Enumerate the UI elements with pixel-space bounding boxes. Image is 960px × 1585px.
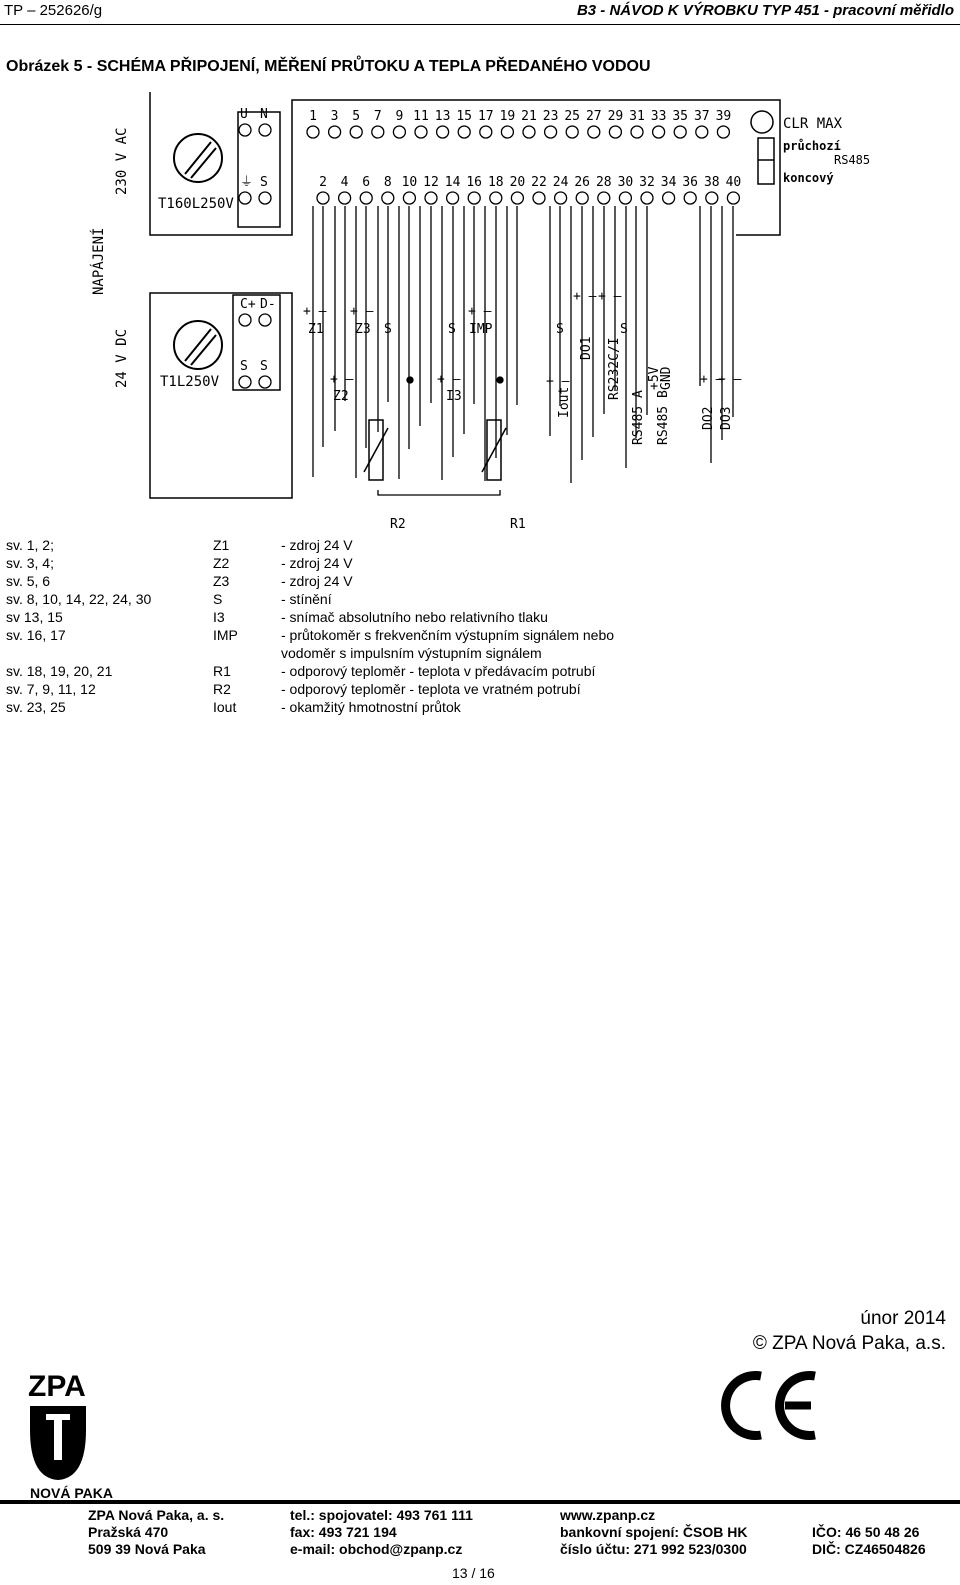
switch-through-label: průchozí xyxy=(783,139,841,153)
polarity-label: + – xyxy=(303,304,327,319)
power-terminal-screw xyxy=(239,192,251,204)
odd-terminal-row xyxy=(307,109,731,138)
power-terminal-label: N xyxy=(260,107,268,122)
terminal-screw xyxy=(706,192,718,204)
terminal-number: 16 xyxy=(466,175,483,190)
power-terminal-label: S xyxy=(240,359,248,374)
terminal-screw xyxy=(393,126,405,138)
terminal-screw xyxy=(696,126,708,138)
terminal-screw xyxy=(382,192,394,204)
terminal-number: 12 xyxy=(423,175,439,190)
fax: fax: 493 721 194 xyxy=(290,1524,397,1540)
rs485-switch-label: RS485 xyxy=(834,153,871,167)
signal-label-z3: Z3 xyxy=(355,322,371,337)
switch-end-label: koncový xyxy=(783,171,834,185)
polarity-label: + – xyxy=(573,289,597,304)
terminal-screw xyxy=(415,126,427,138)
terminal-screw xyxy=(501,126,513,138)
power-terminal-label: U xyxy=(240,107,248,122)
terminal-screw xyxy=(609,126,621,138)
terminal-screw xyxy=(468,192,480,204)
signal-label-imp: IMP xyxy=(469,322,493,337)
logo-text: NOVÁ PAKA xyxy=(30,1485,113,1501)
power-terminal-screw xyxy=(259,124,271,136)
website-link[interactable]: www.zpanp.cz xyxy=(560,1507,656,1523)
legend-pins: sv. 5, 6 xyxy=(6,573,51,589)
email-link[interactable]: e-mail: obchod@zpanp.cz xyxy=(290,1541,463,1557)
fuse-ac-label: T160L250V xyxy=(158,196,234,212)
terminal-screw xyxy=(588,126,600,138)
terminal-number: 14 xyxy=(444,175,461,190)
bank-account: číslo účtu: 271 992 523/0300 xyxy=(560,1541,747,1557)
terminal-screw xyxy=(437,126,449,138)
legend-row xyxy=(6,627,706,645)
signal-label-i3: I3 xyxy=(446,389,462,404)
signal-label-rs485a: RS485 A xyxy=(631,390,646,445)
terminal-number: 36 xyxy=(682,175,699,190)
footer-bank xyxy=(560,1507,747,1558)
terminal-number: 22 xyxy=(531,175,547,190)
legend-description: - okamžitý hmotnostní průtok xyxy=(281,699,461,715)
terminal-number: 31 xyxy=(629,109,645,124)
terminal-number: 30 xyxy=(617,175,634,190)
power-label: NAPÁJENÍ xyxy=(91,227,107,295)
legend-row xyxy=(6,537,706,555)
issue-date: únor 2014 xyxy=(860,1308,946,1329)
power-terminals xyxy=(239,107,276,388)
r2-label: R2 xyxy=(390,517,406,532)
terminal-number: 34 xyxy=(660,175,677,190)
resistance-thermometer-r2 xyxy=(364,420,388,480)
legend-pins: sv 13, 15 xyxy=(6,609,63,625)
terminal-number: 3 xyxy=(330,109,339,124)
legend-pins: sv. 3, 4; xyxy=(6,555,54,571)
power-terminal-screw xyxy=(239,376,251,388)
footer-ids xyxy=(812,1524,926,1558)
signal-label-s: S xyxy=(620,322,628,337)
terminal-screw xyxy=(727,192,739,204)
legend-pins: sv. 18, 19, 20, 21 xyxy=(6,663,113,679)
legend-code: I3 xyxy=(213,609,225,625)
legend-row xyxy=(6,609,706,627)
terminal-screw xyxy=(576,192,588,204)
legend-description: - stínění xyxy=(281,591,332,607)
bank-name: bankovní spojení: ČSOB HK xyxy=(560,1524,748,1540)
power-terminal-label: S xyxy=(260,359,268,374)
terminal-number: 18 xyxy=(487,175,504,190)
terminal-screw xyxy=(641,192,653,204)
dc-voltage-label: 24 V DC xyxy=(114,328,130,388)
terminal-number: 27 xyxy=(585,109,602,124)
company-city: 509 39 Nová Paka xyxy=(88,1541,206,1557)
signal-label-s: S xyxy=(556,322,564,337)
terminal-number: 1 xyxy=(309,109,317,124)
terminal-screw xyxy=(329,126,341,138)
terminal-screw xyxy=(317,192,329,204)
power-terminal-screw xyxy=(259,376,271,388)
terminal-screw xyxy=(403,192,415,204)
terminal-number: 6 xyxy=(362,175,371,190)
legend-code: R2 xyxy=(213,681,231,697)
terminal-screw xyxy=(674,126,686,138)
terminal-screw xyxy=(425,192,437,204)
terminal-number: 8 xyxy=(383,175,392,190)
terminal-screw xyxy=(663,192,675,204)
terminal-number: 40 xyxy=(725,175,742,190)
copyright: © ZPA Nová Paka, a.s. xyxy=(752,1333,946,1354)
footer-contact xyxy=(290,1507,473,1558)
terminal-screw xyxy=(684,192,696,204)
polarity-label: + – xyxy=(350,304,374,319)
terminal-number: 35 xyxy=(672,109,689,124)
legend-row xyxy=(6,555,706,573)
power-terminal-screw xyxy=(259,314,271,326)
signal-label-gnd: GND xyxy=(659,366,674,390)
terminal-number: 11 xyxy=(413,109,429,124)
signal-label-do3: DO3 xyxy=(719,406,734,430)
terminal-screw xyxy=(653,126,665,138)
clr-button-icon xyxy=(751,111,773,133)
terminal-number: 26 xyxy=(574,175,591,190)
legend-description: - odporový teploměr - teplota v předávacím potrubí xyxy=(281,663,596,679)
signal-label-do2: DO2 xyxy=(701,406,716,430)
signal-label-plus5v: +5V xyxy=(647,366,662,390)
company-ico: IČO: 46 50 48 26 xyxy=(812,1524,920,1540)
terminal-number: 25 xyxy=(564,109,581,124)
terminal-number: 37 xyxy=(693,109,710,124)
legend-pins: sv. 23, 25 xyxy=(6,699,66,715)
ac-voltage-label: 230 V AC xyxy=(114,127,130,195)
terminal-number: 4 xyxy=(340,175,349,190)
signal-label-s: S xyxy=(448,322,456,337)
company-street: Pražská 470 xyxy=(88,1524,169,1540)
terminal-screw xyxy=(360,192,372,204)
legend-row xyxy=(6,573,706,591)
terminal-number: 32 xyxy=(639,175,655,190)
terminal-number: 10 xyxy=(401,175,418,190)
legend-row xyxy=(6,699,706,717)
legend-description: - snímač absolutního nebo relativního tlaku xyxy=(281,609,548,625)
legend-row xyxy=(6,681,706,699)
phone: tel.: spojovatel: 493 761 111 xyxy=(290,1507,473,1523)
legend-row xyxy=(6,663,706,681)
terminal-screw xyxy=(555,192,567,204)
signal-label-rs232: RS232C/I xyxy=(607,337,622,400)
legend xyxy=(6,537,706,717)
power-terminal-screw xyxy=(239,124,251,136)
legend-description: vodoměr s impulsním výstupním signálem xyxy=(281,645,542,661)
fuse-ac-icon xyxy=(174,134,222,182)
terminal-screw xyxy=(717,126,729,138)
legend-description: - odporový teploměr - teplota ve vratném potrubí xyxy=(281,681,581,697)
polarity-label: + – xyxy=(330,372,354,387)
terminal-number: 7 xyxy=(373,109,382,124)
legend-code: Iout xyxy=(213,699,237,715)
company-name: ZPA Nová Paka, a. s. xyxy=(88,1507,225,1523)
signal-label-z1: Z1 xyxy=(308,322,324,337)
legend-code: Z1 xyxy=(213,537,230,553)
terminal-screw xyxy=(447,192,459,204)
terminal-number: 17 xyxy=(477,109,494,124)
terminal-screw xyxy=(533,192,545,204)
polarity-label: + – xyxy=(700,372,724,387)
document-title: B3 - NÁVOD K VÝROBKU TYP 451 - pracovní měřidlo xyxy=(576,2,954,19)
terminal-screw xyxy=(372,126,384,138)
terminal-screw xyxy=(480,126,492,138)
terminal-number: 24 xyxy=(552,175,569,190)
footer-company xyxy=(88,1507,224,1558)
terminal-number: 19 xyxy=(499,109,516,124)
signal-wires xyxy=(313,206,733,495)
legend-description: - zdroj 24 V xyxy=(281,573,353,589)
terminal-screw xyxy=(350,126,362,138)
terminal-screw xyxy=(598,192,610,204)
header-divider xyxy=(0,24,960,25)
fuse-dc-label: T1L250V xyxy=(160,374,220,390)
legend-row xyxy=(6,645,706,663)
wiring-schematic xyxy=(0,90,960,540)
power-terminal-screw xyxy=(259,192,271,204)
legend-description: - zdroj 24 V xyxy=(281,537,353,553)
terminal-number: 15 xyxy=(456,109,473,124)
legend-description: - průtokoměr s frekvenčním výstupním signálem nebo xyxy=(281,627,615,643)
legend-code: R1 xyxy=(213,663,231,679)
terminal-number: 28 xyxy=(595,175,612,190)
document-id: TP – 252626/g xyxy=(4,2,103,19)
polarity-label: + – xyxy=(437,372,461,387)
page-number: 13 / 16 xyxy=(452,1565,495,1581)
legend-code: S xyxy=(213,591,223,607)
terminal-screw xyxy=(619,192,631,204)
fuse-dc-icon xyxy=(174,321,222,369)
signal-label-s: S xyxy=(384,322,392,337)
power-terminal-label: C+ xyxy=(240,297,256,312)
terminal-screw xyxy=(339,192,351,204)
signal-label-rs485b: RS485 B xyxy=(656,390,671,445)
polarity-label: + – xyxy=(546,374,570,389)
terminal-number: 2 xyxy=(319,175,327,190)
legend-pins: sv. 8, 10, 14, 22, 24, 30 xyxy=(6,591,152,607)
terminal-number: 39 xyxy=(715,109,732,124)
terminal-number: 29 xyxy=(607,109,624,124)
ce-mark-icon xyxy=(713,1368,823,1443)
legend-code: IMP xyxy=(213,627,238,643)
legend-pins: sv. 16, 17 xyxy=(6,627,66,643)
clr-max-label: CLR MAX xyxy=(783,116,843,132)
signal-label-do1: DO1 xyxy=(579,336,594,360)
legend-pins: sv. 1, 2; xyxy=(6,537,54,553)
terminal-number: 20 xyxy=(509,175,526,190)
zpa-logo-icon xyxy=(28,1368,88,1483)
terminal-screw xyxy=(490,192,502,204)
terminal-number: 23 xyxy=(542,109,559,124)
signal-label-z2: Z2 xyxy=(333,389,349,404)
terminal-screw xyxy=(566,126,578,138)
terminal-screw xyxy=(545,126,557,138)
legend-code: Z2 xyxy=(213,555,230,571)
power-terminal-screw xyxy=(239,314,251,326)
r1-label: R1 xyxy=(510,517,526,532)
terminal-screw xyxy=(511,192,523,204)
power-terminal-label: S xyxy=(260,175,268,190)
terminal-screw xyxy=(307,126,319,138)
terminal-number: 38 xyxy=(703,175,720,190)
figure-title: Obrázek 5 - SCHÉMA PŘIPOJENÍ, MĚŘENÍ PRŮTOKU A TEPLA PŘEDANÉHO VODOU xyxy=(6,58,651,75)
power-terminal-label: D- xyxy=(260,297,276,312)
terminal-number: 21 xyxy=(521,109,537,124)
terminal-screw xyxy=(523,126,535,138)
polarity-label: + – xyxy=(598,289,622,304)
polarity-label: + – xyxy=(468,304,492,319)
power-terminal-label: ⏚ xyxy=(240,175,254,190)
terminal-number: 9 xyxy=(395,109,404,124)
terminal-screw xyxy=(631,126,643,138)
legend-pins: sv. 7, 9, 11, 12 xyxy=(6,681,96,697)
terminal-number: 33 xyxy=(650,109,667,124)
legend-description: - zdroj 24 V xyxy=(281,555,353,571)
legend-code: Z3 xyxy=(213,573,230,589)
footer-divider xyxy=(0,1500,960,1504)
company-dic: DIČ: CZ46504826 xyxy=(812,1541,926,1557)
signal-label-iout: Iout xyxy=(557,386,572,418)
terminal-number: 13 xyxy=(434,109,451,124)
even-terminal-row xyxy=(317,175,741,204)
logo-text-top: ZPA xyxy=(28,1370,86,1403)
legend-row xyxy=(6,591,706,609)
terminal-screw xyxy=(458,126,470,138)
terminal-number: 5 xyxy=(352,109,361,124)
polarity-label: + – xyxy=(718,372,742,387)
